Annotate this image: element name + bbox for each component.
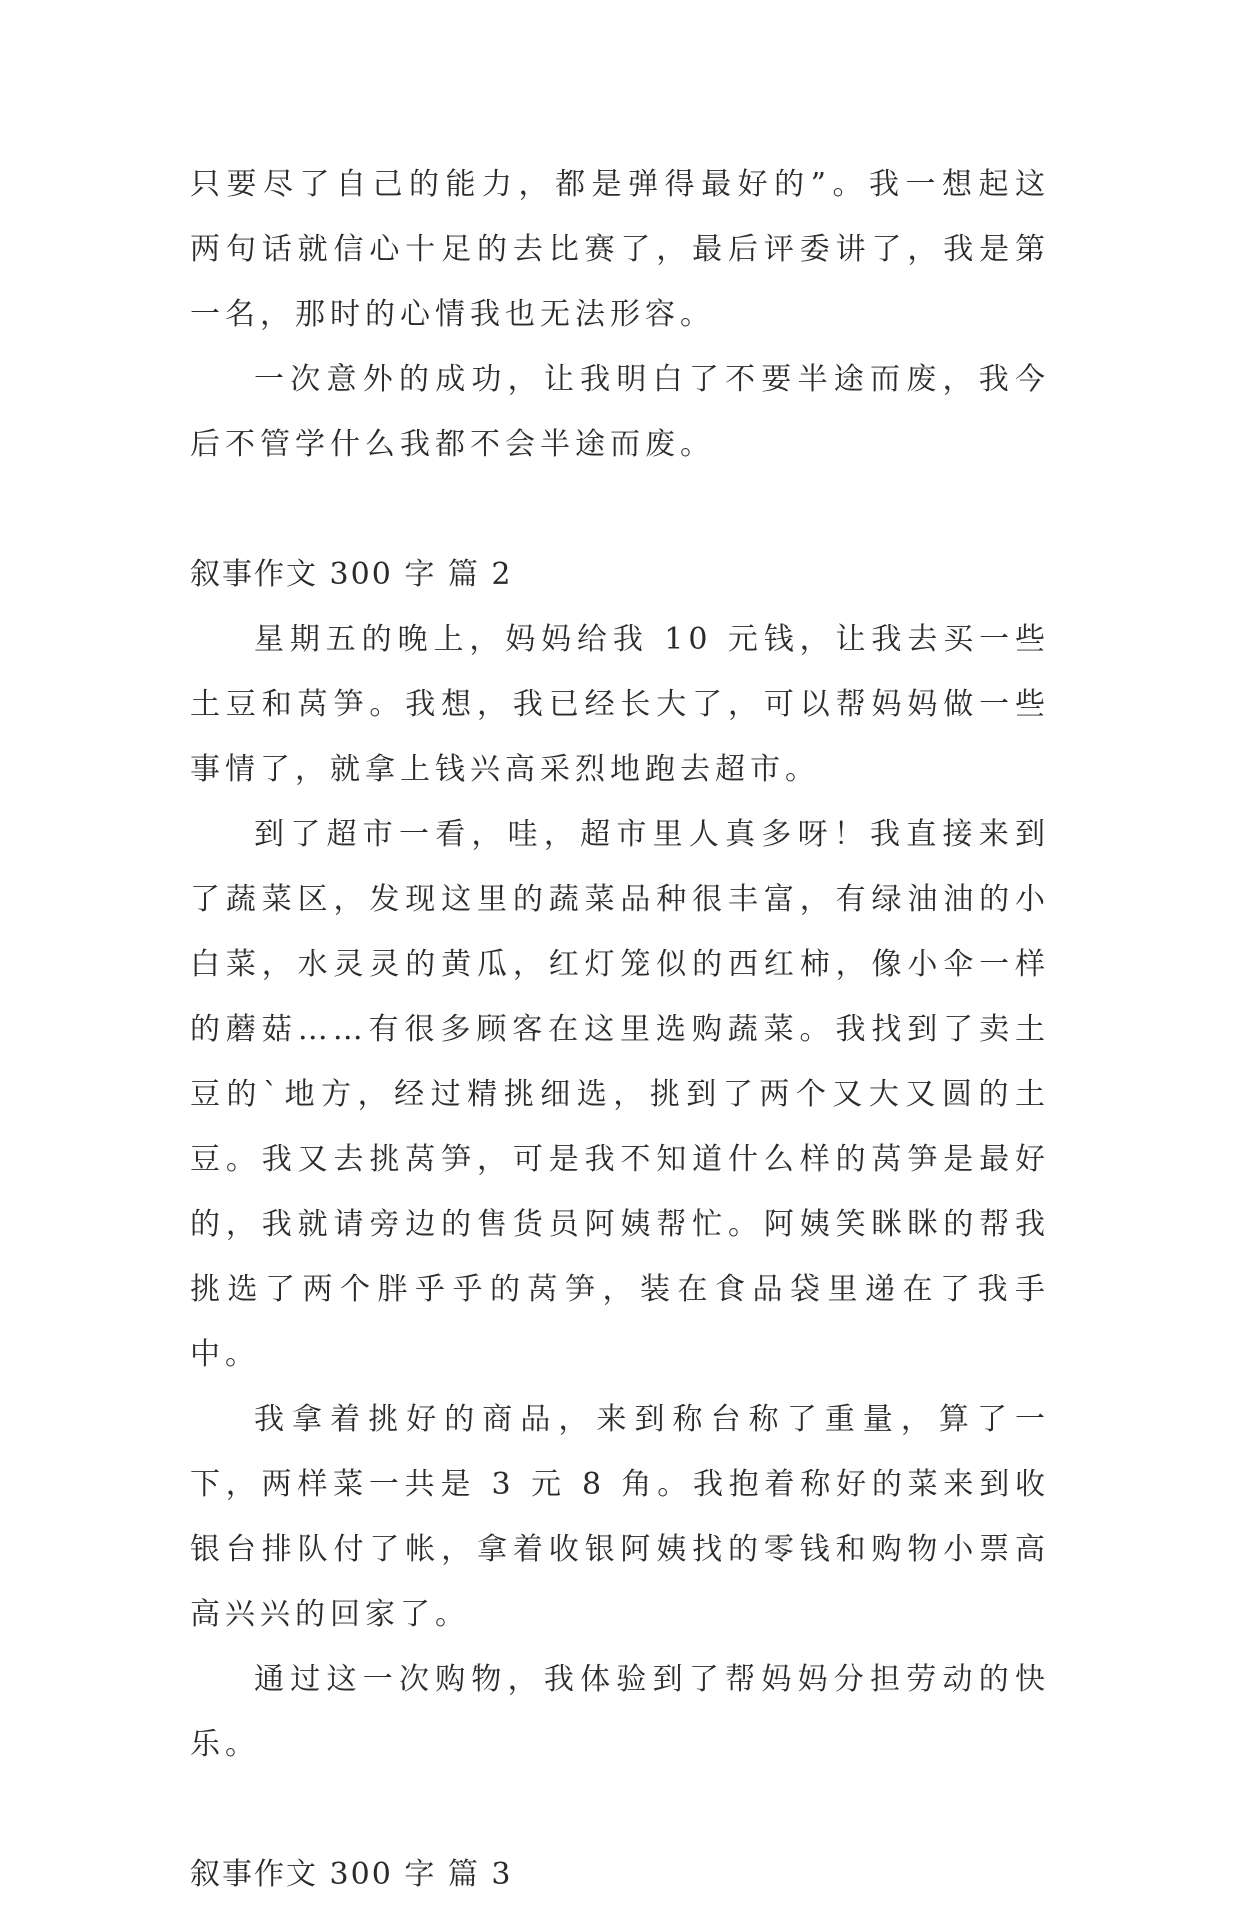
section-spacer	[190, 477, 1050, 542]
paragraph: 通过这一次购物，我体验到了帮妈妈分担劳动的快乐。	[190, 1662, 1050, 1762]
paragraph: 到了超市一看，哇，超市里人真多呀！我直接来到了蔬菜区，发现这里的蔬菜品种很丰富，有绿油油的小白菜，水灵灵的黄瓜，红灯笼似的西红柿，像小伞一样的蘑菇……有很多顾客在这里选购蔬菜。我找到了卖土豆的`地方，经过精挑细选，挑到了两个又大又圆的土豆。我又去挑莴笋，可是我不知道什么样的莴笋是最好的，我就请旁边的售货员阿姨帮忙。阿姨笑眯眯的帮我挑选了两个胖乎乎的莴笋，装在食品袋里递在了我手中。	[190, 817, 1050, 1372]
paragraph: 星期五的晚上，妈妈给我 10 元钱，让我去买一些土豆和莴笋。我想，我已经长大了，可以帮妈妈做一些事情了，就拿上钱兴高采烈地跑去超市。	[190, 622, 1050, 787]
paragraph: 一次意外的成功，让我明白了不要半途而废，我今后不管学什么我都不会半途而废。	[190, 362, 1050, 462]
paragraph: 只要尽了自己的能力，都是弹得最好的”。我一想起这两句话就信心十足的去比赛了，最后评委讲了，我是第一名，那时的心情我也无法形容。	[190, 167, 1050, 332]
document-page	[190, 152, 1050, 1907]
section-heading: 叙事作文 300 字 篇 2	[190, 557, 513, 592]
section-spacer	[190, 1777, 1050, 1842]
paragraph: 我拿着挑好的商品，来到称台称了重量，算了一下，两样菜一共是 3 元 8 角。我抱着称好的菜来到收银台排队付了帐，拿着收银阿姨找的零钱和购物小票高高兴兴的回家了。	[190, 1402, 1050, 1632]
section-heading: 叙事作文 300 字 篇 3	[190, 1857, 513, 1892]
